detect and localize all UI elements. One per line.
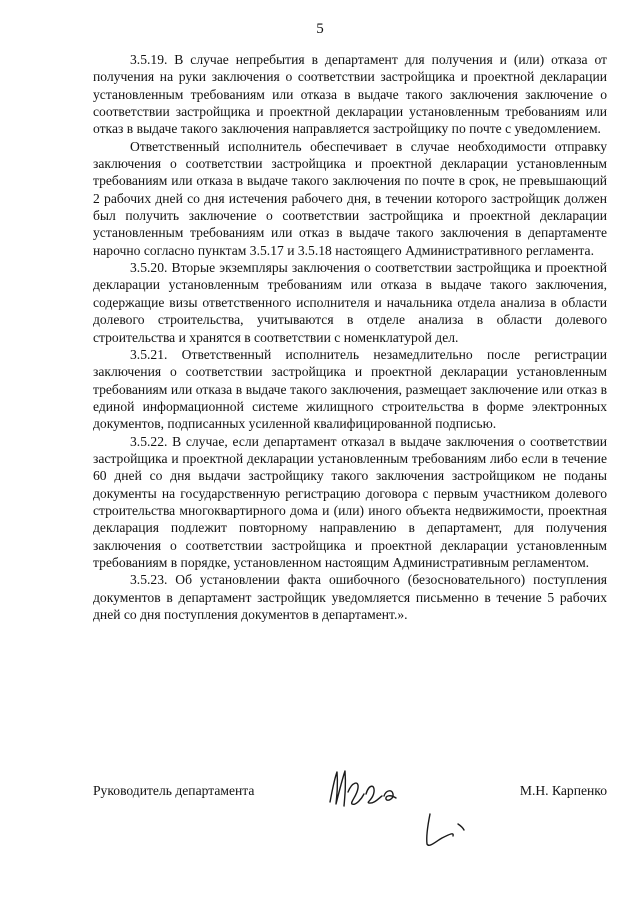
paragraph-responsible-executor: Ответственный исполнитель обеспечивает в случае необходимости отправку заключения о соответствии застройщика и проектной декларации установленным требованиям или отказа в выдаче такого заключения по почте в срок, не превышающий 2 рабочих дней со дня истечения рабочего дня, в течении которого застройщик должен был получить заключение о соответствии застройщика и проектной декларации установленным требованиям или отказ в выдаче такого заключения в департаменте нарочно согласно пунктам 3.5.17 и 3.5.18 настоящего Административного регламента. [93, 138, 607, 258]
signatory-name: М.Н. Карпенко [519, 783, 607, 798]
paragraph-3-5-23: 3.5.23. Об установлении факта ошибочного (безосновательного) поступления документов в департамент застройщик уведомляется письменно в течение 5 рабочих дней со дня поступления документов в департамент.». [93, 572, 607, 622]
paragraph-3-5-19: 3.5.19. В случае непребытия в департамент для получения и (или) отказа от получения на руки заключения о соответствии застройщика и проектной декларации установленным требованиям или отказа в выдаче такого заключения заключение о соответствии застройщика и проектной декларации установленным требованиям или отказ в выдаче такого заключения направляется застройщику по почте с уведомлением. [93, 52, 607, 137]
paragraph-3-5-20: 3.5.20. Вторые экземпляры заключения о соответствии застройщика и проектной декларации установленным требованиям или отказа в выдаче такого заключения, содержащие визы ответственного исполнителя и начальника отдела анализа в области долевого строительства, учитываются в отделе анализа в области долевого строительства и хранятся в соответствии с номенклатурой дел. [93, 260, 607, 345]
handwritten-signature [322, 762, 482, 852]
page-number: 5 [316, 21, 324, 37]
document-body [93, 51, 607, 623]
paragraph-3-5-22: 3.5.22. В случае, если департамент отказал в выдаче заключения о соответствии застройщика и проектной декларации установленным требованиям либо если в течение 60 дней со дня выдачи застройщику такого заключения застройщиком не поданы документы на государственную регистрацию договора с первым участником долевого строительства многоквартирного дома и (или) иного объекта недвижимости, проектная декларация подлежит повторному направлению в департамент, для получения заключения о соответствии застройщика и проектной декларации установленным требованиям в порядке, установленном настоящим Административным регламентом. [93, 433, 607, 570]
paragraph-3-5-21: 3.5.21. Ответственный исполнитель незамедлительно после регистрации заключения о соответствии застройщика и проектной декларации установленным требованиям или отказа в выдаче такого заключения, размещает заключение или отказ в единой информационной системе жилищного строительства в форме электронных документов, подписанных усиленной квалифицированной подписью. [93, 346, 607, 432]
signatory-position: Руководитель департамента [93, 783, 255, 798]
